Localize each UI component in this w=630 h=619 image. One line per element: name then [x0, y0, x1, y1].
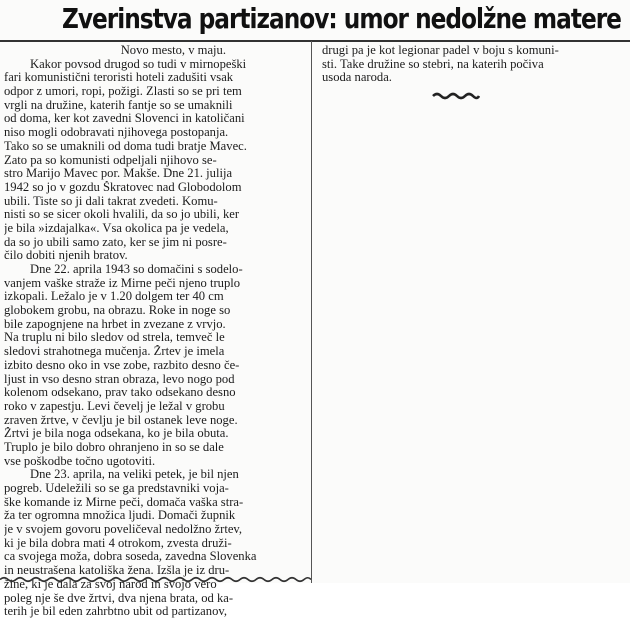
text-line: pogreb. Udeležili so se ga predstavniki voja-	[4, 482, 229, 495]
text-line: ške komande iz Mirne peči, domača vaška stra-	[4, 495, 244, 509]
text-line: Dne 22. aprila 1943 so domačini s sodelo-	[30, 263, 243, 276]
left-column	[4, 44, 306, 619]
text-line: je v svojem govoru poveličeval nedolžno žrtev,	[4, 523, 243, 537]
text-line: Zato pa so komunisti odpeljali njihovo se-	[4, 153, 217, 167]
text-line: sti. Take družine so stebri, na katerih počiva	[322, 57, 544, 71]
text-line: Dne 23. aprila, na veliki petek, je bil njen	[30, 468, 239, 482]
text-line: kolenom odsekano, prav tako odsekano desno	[4, 386, 236, 400]
text-line: drugi pa je kot legionar padel v boju s komuni-	[322, 44, 559, 57]
end-of-article-ornament	[432, 91, 480, 101]
text-line: vrgli na družine, katerih fantje so se umaknili	[4, 98, 233, 112]
text-line: Na truplu ni bilo sledov od strela, temveč le	[4, 331, 225, 345]
text-line: 1942 so jo v gozdu Škratovec nad Globodolom	[4, 180, 242, 194]
text-line: da so jo ubili samo zato, ker se jim ni posre-	[4, 235, 227, 249]
article-headline: Zverinstva partizanov: umor nedolžne matere	[62, 2, 621, 35]
left-column-text	[4, 58, 306, 619]
text-line: usoda naroda.	[322, 71, 392, 85]
text-line: izkopali. Ležalo je v 1.20 dolgem ter 40 cm	[4, 290, 224, 304]
text-line: stro Marijo Mavec por. Makše. Dne 21. julija	[4, 167, 233, 181]
right-column-text	[322, 44, 622, 85]
text-line: sledovi strahotnega mučenja. Žrtev je imela	[4, 345, 225, 359]
dateline: Novo mesto, v maju.	[120, 43, 226, 57]
text-line: ki je bila dobra mati 4 otrokom, zvesta druži-	[4, 536, 232, 550]
text-line: čilo dobiti njenih bratov.	[4, 249, 128, 263]
text-line: vanjem vaške straže iz Mirne peči njeno truplo	[4, 276, 241, 290]
text-line: roko v zapestju. Levi čevelj je ležal v grobu	[4, 399, 225, 413]
column-divider	[311, 41, 312, 583]
text-line: odpor z umori, ropi, požigi. Zlasti so se pri tem	[4, 85, 242, 99]
text-line: od doma, ker kot zavedni Slovenci in katoličani	[4, 112, 245, 126]
text-line: in neustrašena katoliška žena. Izšla je iz dru-	[4, 564, 230, 578]
text-line: ubili. Tiste so ji dali takrat zvedeti. Komu-	[4, 194, 218, 208]
bottom-border-ornament	[0, 576, 311, 583]
headline-rule	[0, 40, 630, 42]
text-line: žine, ki je dala za svoj narod in svojo vero	[4, 577, 217, 591]
text-line: je bila »izdajalka«. Vsa okolica pa je vedela,	[4, 221, 229, 235]
text-line: izbito desno oko in vse zobe, razbito desno če-	[4, 358, 240, 372]
text-line: nisti so se sicer okoli hvalili, da so jo ubili, ker	[4, 208, 240, 222]
text-line: terih je bil eden zahrbtno ubit od partizanov,	[4, 605, 227, 619]
text-line: ljust in vso desno stran obraza, levo nogo pod	[4, 372, 235, 386]
text-line: ža ter ogromna množica ljudi. Domači župnik	[4, 509, 236, 523]
text-line: Žrtvi je bila noga odsekana, ko je bila obuta.	[4, 427, 229, 441]
text-line: niso mogli odobravati njihovega postopanja.	[4, 126, 229, 140]
text-line: Truplo je bilo dobro ohranjeno in so se dale	[4, 440, 224, 454]
text-line: fari komunistični teroristi hoteli zadušiti vsak	[4, 71, 234, 85]
text-line: ca svojega moža, dobra soseda, zavedna Slovenka	[4, 550, 257, 564]
text-line: Kakor povsod drugod so tudi v mirnopeški	[30, 57, 247, 71]
text-line: globokem grobu, na obrazu. Roke in noge so	[4, 304, 231, 318]
text-line: bile zapognjene na hrbet in zvezane z vrvjo.	[4, 317, 226, 331]
text-line: vse poškodbe točno ugotoviti.	[4, 454, 156, 468]
text-line: zraven žrtve, v čevlju je bil ostanek leve noge.	[4, 413, 238, 427]
text-line: Tako so se umaknili od doma tudi bratje Mavec.	[4, 139, 247, 153]
text-line: poleg nje še dve žrtvi, dva njena brata, od ka-	[4, 591, 234, 605]
right-column	[322, 44, 622, 85]
